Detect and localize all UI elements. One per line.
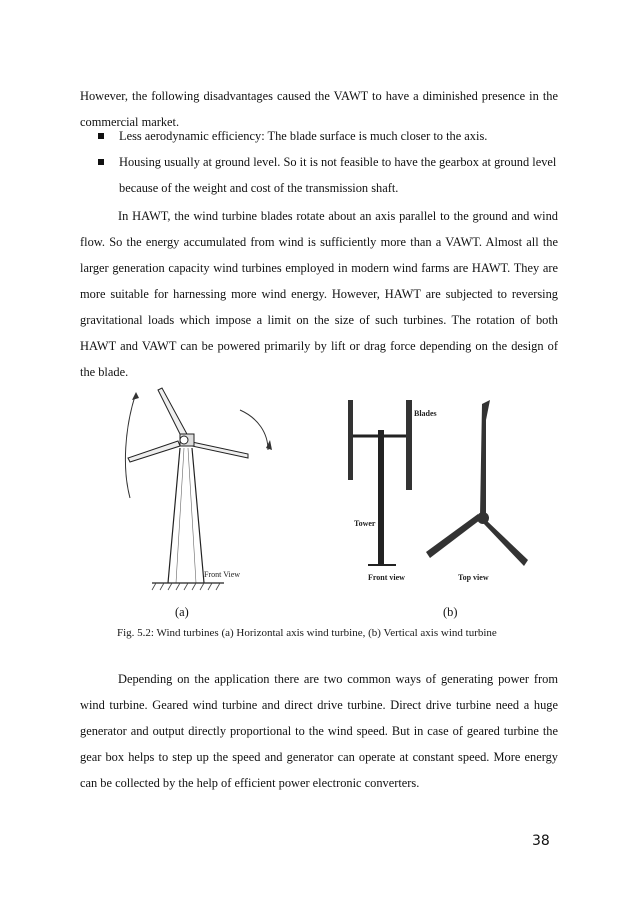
vawt-top-view-label: Top view [458, 573, 489, 582]
vawt-blade-right [406, 400, 412, 490]
vawt-blade-left [348, 400, 353, 480]
vawt-tower [378, 430, 384, 565]
blade-upper [158, 388, 188, 438]
vawt-top-view-rotor [426, 400, 528, 566]
vawt-front-view-label: Front view [368, 573, 405, 582]
vawt-tower-label: Tower [354, 519, 376, 528]
bullet-square-icon [98, 159, 104, 165]
power-paragraph: Depending on the application there are two common ways of generating power from wind turbine. Geared wind turbine and direct drive turbine. Direct drive turbine need a huge generator and output directly proportional to the wind speed. But in case of geared turbine the gear box helps to step up the speed and generator can operate at constant speed. More energy can be collected by the help of efficient power electronic converters. [80, 672, 558, 790]
rotation-arrow-left [125, 396, 135, 498]
vawt-blades-label: Blades [414, 409, 437, 418]
figure-label-b: (b) [443, 605, 458, 619]
bullet-square-icon [98, 133, 104, 139]
hub [180, 436, 188, 444]
list-item-text: Housing usually at ground level. So it is not feasible to have the gearbox at ground level because of the weight and cost of the transmission shaft. [119, 155, 557, 195]
hawt-paragraph: In HAWT, the wind turbine blades rotate about an axis parallel to the ground and wind flow. So the energy accumulated from wind is sufficiently more than a VAWT. Almost all the larger generation capacity wind turbines employed in modern wind farms are HAWT. They are more suitable for harnessing more wind energy. However, HAWT are subjected to reversing gravitational loads which impose a limit on the size of such turbines. The rotation of both HAWT and VAWT can be powered primarily by lift or drag force depending on the design of the blade. [80, 209, 558, 379]
rotation-arrow-right [240, 410, 268, 450]
blade-left [128, 441, 180, 462]
page-number: 38 [532, 833, 550, 849]
list-item [98, 123, 558, 149]
blade-right [192, 442, 248, 458]
figure-caption: Fig. 5.2: Wind turbines (a) Horizontal axis wind turbine, (b) Vertical axis wind turbine [117, 627, 497, 639]
hawt-diagram [100, 378, 300, 593]
hawt-front-view-label: Front View [204, 570, 241, 579]
vawt-diagram [340, 390, 540, 590]
list-item-text: Less aerodynamic efficiency: The blade surface is much closer to the axis. [119, 129, 488, 143]
intro-paragraph: However, the following disadvantages caused the VAWT to have a diminished presence in the commercial market. [80, 89, 558, 129]
disadvantage-list [98, 123, 558, 201]
figure-label-a: (a) [175, 605, 189, 619]
tower [168, 448, 204, 583]
list-item [98, 149, 558, 201]
